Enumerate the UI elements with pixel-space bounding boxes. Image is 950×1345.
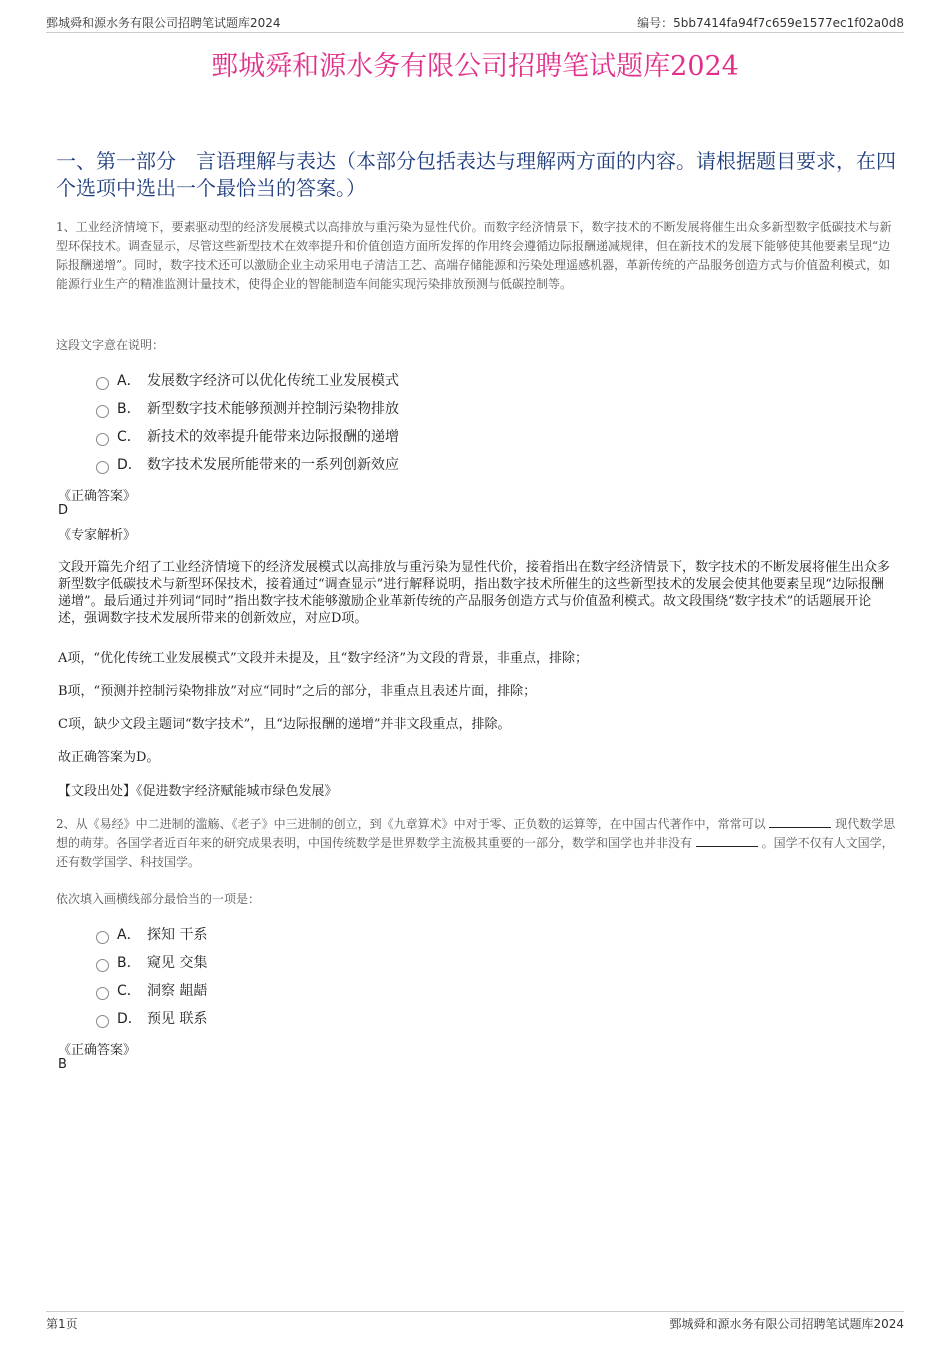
option-letter: B． <box>117 955 141 971</box>
analysis-text: 文段开篇先介绍了工业经济情境下的经济发展模式以高排放与重污染为显性代价，接着指出在数字经济情景下，数字技术的不断发展将催生出众多新型数字低碳技术与新型环保技术，接着通过“调查显示”进行解释说明，指出数字技术所催生的这些新型技术的发展会使其他要素呈现“边际报酬递增”。最后通过并列词“同时”指出数字技术能够激励企业革新传统的产品服务创造方式与价值盈利模式。故文段围绕“数字技术”的话题展开论述，强调数字技术发展所带来的创新效应，对应D项。 <box>58 560 891 626</box>
radio-icon[interactable] <box>96 433 109 446</box>
header-title: 鄄城舜和源水务有限公司招聘笔试题库2024 <box>46 16 281 30</box>
option-letter: A． <box>117 927 141 943</box>
option-c[interactable] <box>96 422 399 450</box>
question-1-prompt: 这段文字意在说明： <box>56 338 165 352</box>
answer-value: D <box>58 503 69 518</box>
question-2-text <box>56 815 896 872</box>
header-divider <box>46 32 904 33</box>
radio-icon[interactable] <box>96 405 109 418</box>
question-2-text-part2: 现代数学思想的萌芽。各国学者近百年来的研究成果表明，中国传统数学是世界数学主流极其重要的一部分，数学和国学也并非没有 <box>56 817 896 850</box>
option-letter: C． <box>117 983 141 999</box>
option-d[interactable] <box>96 1004 207 1032</box>
question-2-options <box>96 920 207 1032</box>
option-text: 数字技术发展所能带来的一系列创新效应 <box>147 457 399 473</box>
passage-source: 【文段出处】《促进数字经济赋能城市绿色发展》 <box>58 784 338 799</box>
option-b[interactable] <box>96 394 399 422</box>
option-a[interactable] <box>96 366 399 394</box>
radio-icon[interactable] <box>96 931 109 944</box>
page-header <box>46 14 904 32</box>
blank-2 <box>696 836 758 847</box>
page-footer <box>46 1315 904 1333</box>
answer-label: 《正确答案》 <box>58 1043 137 1058</box>
answer-label: 《正确答案》 <box>58 489 137 504</box>
option-c[interactable] <box>96 976 207 1004</box>
option-letter: A． <box>117 373 141 389</box>
option-b[interactable] <box>96 948 207 976</box>
radio-icon[interactable] <box>96 959 109 972</box>
option-letter: D． <box>117 1011 142 1027</box>
analysis-label: 《专家解析》 <box>58 528 137 543</box>
footer-divider <box>46 1311 904 1312</box>
option-text: 窥见 交集 <box>147 955 208 971</box>
option-a[interactable] <box>96 920 207 948</box>
answer-value: B <box>58 1057 67 1072</box>
option-text: 新技术的效率提升能带来边际报酬的递增 <box>147 429 399 445</box>
radio-icon[interactable] <box>96 987 109 1000</box>
question-1-text: 1、工业经济情境下，要素驱动型的经济发展模式以高排放与重污染为显性代价。而数字经济情景下，数字技术的不断发展将催生出众多新型数字低碳技术与新型环保技术。调查显示，尽管这些新型技术在效率提升和价值创造方面所发挥的作用终会遵循边际报酬递减规律，但在新技术的发展下能够使其他要素呈现“边际报酬递增”。同时，数字技术还可以激励企业主动采用电子清洁工艺、高端存储能源和污染处理遥感机器，革新传统的产品服务创造方式与价值盈利模式，如能源行业生产的精准监测计量技术，使得企业的智能制造车间能实现污染排放预测与低碳控制等。 <box>56 220 892 291</box>
radio-icon[interactable] <box>96 377 109 390</box>
section-heading: 一、第一部分 言语理解与表达（本部分包括表达与理解两方面的内容。请根据题目要求，在四个选项中选出一个最恰当的答案。） <box>56 149 896 200</box>
option-text: 新型数字技术能够预测并控制污染物排放 <box>147 401 399 417</box>
page-number: 第1页 <box>46 1317 78 1331</box>
header-doc-id: 编号：5bb7414fa94f7c659e1577ec1f02a0d8 <box>637 16 904 30</box>
option-letter: B． <box>117 401 141 417</box>
option-text: 发展数字经济可以优化传统工业发展模式 <box>147 373 399 389</box>
question-1-options <box>96 366 399 478</box>
question-2-text-part1: 2、从《易经》中二进制的滥觞、《老子》中三进制的创立，到《九章算术》中对于零、正负数的运算等，在中国古代著作中，常常可以 <box>56 817 766 831</box>
analysis-conclusion: 故正确答案为D。 <box>58 750 160 765</box>
option-text: 洞察 龃龉 <box>147 983 208 999</box>
footer-title: 鄄城舜和源水务有限公司招聘笔试题库2024 <box>669 1317 904 1331</box>
option-letter: C． <box>117 429 141 445</box>
analysis-option-b: B项，“预测并控制污染物排放”对应“同时”之后的部分，非重点且表述片面，排除； <box>58 684 537 699</box>
option-text: 探知 干系 <box>147 927 208 943</box>
option-text: 预见 联系 <box>147 1011 208 1027</box>
question-2-prompt: 依次填入画横线部分最恰当的一项是： <box>56 892 261 906</box>
page-title: 鄄城舜和源水务有限公司招聘笔试题库2024 <box>211 51 739 82</box>
blank-1 <box>769 817 831 828</box>
radio-icon[interactable] <box>96 1015 109 1028</box>
analysis-option-c: C项，缺少文段主题词“数字技术”，且“边际报酬的递增”并非文段重点，排除。 <box>58 717 511 732</box>
analysis-option-a: A项，“优化传统工业发展模式”文段并未提及，且“数字经济”为文段的背景，非重点，排除； <box>58 651 588 666</box>
question-2-text-part3: 。国学不仅有人文国学，还有数学国学、科技国学。 <box>56 836 894 869</box>
option-letter: D． <box>117 457 142 473</box>
option-d[interactable] <box>96 450 399 478</box>
radio-icon[interactable] <box>96 461 109 474</box>
